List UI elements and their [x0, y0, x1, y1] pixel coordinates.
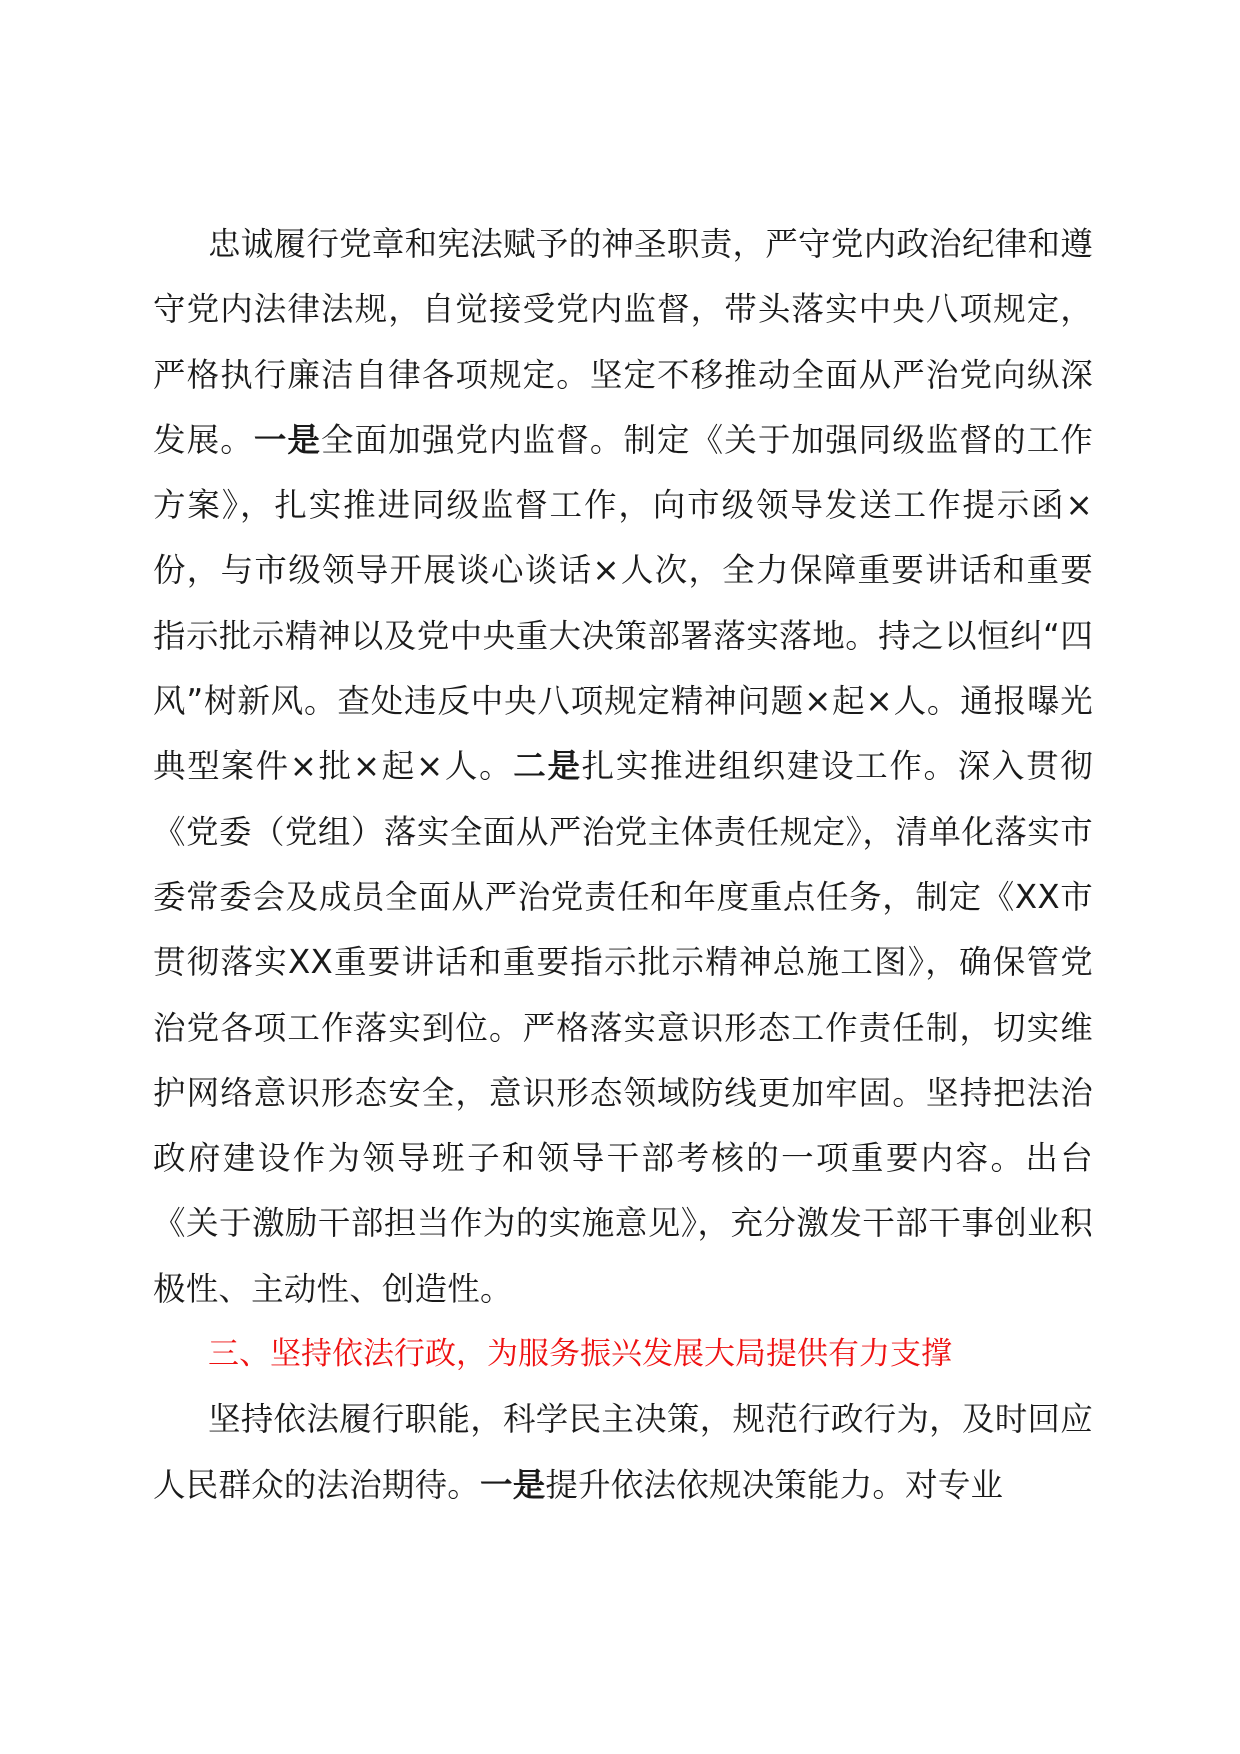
paragraph-1-text-2: 全面加强党内监督。制定《关于加强同级监督的工作方案》，扎实推进同级监督工作，向市级领导发送工作提示函×份，与市级领导开展谈心谈话×人次，全力保障重要讲话和重要指示批示精神以及党中央重大决策部署落实落地。持之以恒纠“四风”树新风。查处违反中央八项规定精神问题×起×人。通报曝光典型案件×批×起×人。: [153, 420, 1093, 786]
paragraph-2-text-2: 提升依法依规决策能力。对专业: [545, 1465, 1004, 1504]
paragraph-1-bold-1: 一是: [253, 420, 322, 459]
paragraph-1-text-1: 忠诚履行党章和宪法赋予的神圣职责，严守党内政治纪律和遵守党内法律法规，自觉接受党内监督，带头落实中央八项规定，严格执行廉洁自律各项规定。坚定不移推动全面从严治党向纵深发展。: [153, 225, 1093, 459]
paragraph-2-text-1: 坚持依法履行职能，科学民主决策，规范行政行为，及时回应人民群众的法治期待。: [153, 1400, 1093, 1504]
paragraph-2-bold-1: 一是: [480, 1465, 546, 1504]
paragraph-1-bold-2: 二是: [513, 747, 582, 786]
section-heading-3: 三、坚持依法行政，为服务振兴发展大局提供有力支撑: [208, 1336, 952, 1373]
paragraph-1-text-3: 扎实推进组织建设工作。深入贯彻《党委（党组）落实全面从严治党主体责任规定》，清单化落实市委常委会及成员全面从严治党责任和年度重点任务，制定《XX市贯彻落实XX重要讲话和重要指示批示精神总施工图》，确保管党治党各项工作落实到位。严格落实意识形态工作责任制，切实维护网络意识形态安全，意识形态领域防线更加牢固。坚持把法治政府建设作为领导班子和领导干部考核的一项重要内容。出台《关于激励干部担当作为的实施意见》，充分激发干部干事创业积极性、主动性、创造性。: [153, 747, 1093, 1308]
document-page: [153, 212, 1093, 1518]
body-paragraph-2: [153, 1387, 1093, 1518]
body-paragraph-1: [153, 212, 1093, 1322]
